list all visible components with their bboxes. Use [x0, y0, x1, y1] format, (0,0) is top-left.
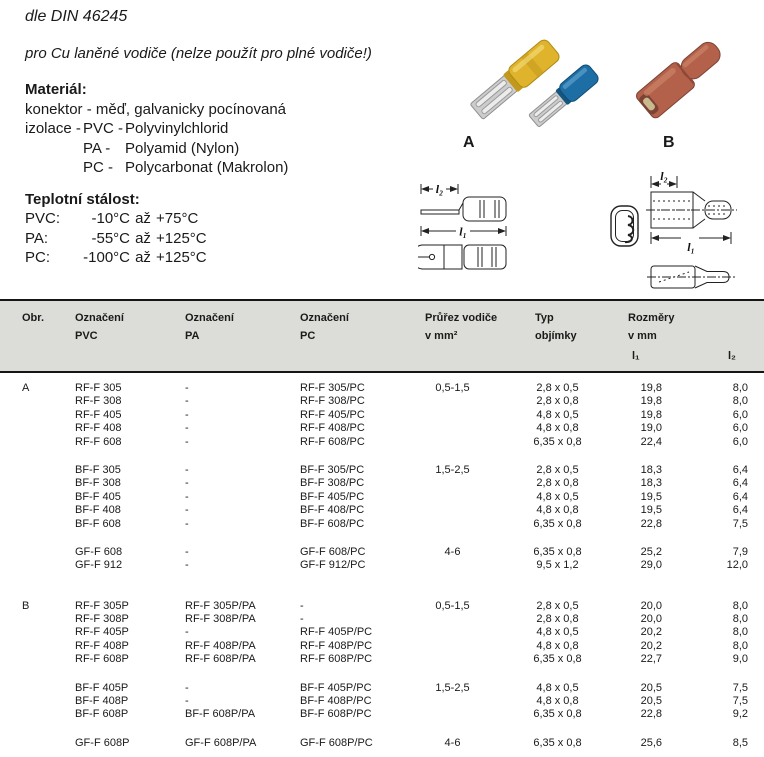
cell-cross-section: 0,5-1,5: [435, 382, 470, 394]
temp-low: -100°C: [83, 248, 130, 266]
insulation-abbr: PC -: [83, 159, 113, 176]
table-group-gap: [0, 667, 764, 682]
cell-sleeve-type: 2,8 x 0,5: [536, 599, 579, 612]
col-header-l2: l₂: [728, 350, 736, 362]
cell-dim-l2: 8,0: [732, 395, 748, 408]
table-row: [0, 626, 764, 639]
table-row: [0, 395, 764, 408]
photo-label-b: B: [663, 134, 675, 151]
cell-designation-pc: RF-F 608/PC: [300, 435, 365, 448]
cell-designation-pvc: RF-F 308P: [75, 613, 129, 626]
cell-designation-pa: -: [185, 695, 189, 708]
table-header: [0, 301, 764, 371]
cell-designation-pa: -: [185, 382, 189, 394]
usage-note: pro Cu laněné vodiče (nelze použít pro plné vodiče!): [25, 45, 372, 62]
cell-cross-section: [415, 695, 490, 708]
cell-designation-pc: BF-F 405P/PC: [300, 681, 372, 694]
cell-designation-pvc: BF-F 408: [75, 504, 121, 517]
cell-dim-l1: 29,0: [640, 559, 662, 572]
temp-label: PC:: [25, 248, 51, 266]
temp-low: -55°C: [91, 229, 130, 247]
cell-designation-pa: RF-F 408P/PA: [185, 639, 256, 652]
col-header-dim-line2: v mm: [628, 330, 657, 342]
cell-designation-pvc: BF-F 405P: [75, 681, 129, 694]
col-header-cross-line1: Průřez vodiče: [425, 312, 498, 324]
cell-sleeve-type: 4,8 x 0,8: [536, 504, 579, 517]
cell-cross-section: [415, 640, 490, 653]
cell-sleeve-type: 4,8 x 0,5: [536, 626, 579, 639]
cell-dim-l1: 19,0: [640, 422, 662, 435]
cell-designation-pvc: BF-F 405: [75, 490, 121, 503]
table-row: [0, 546, 764, 559]
table-row: [0, 409, 764, 422]
cell-designation-pa: -: [185, 559, 189, 572]
table-group-gap: [0, 531, 764, 546]
cell-sleeve-type: 4,8 x 0,8: [536, 422, 579, 435]
cell-designation-pvc: RF-F 308: [75, 395, 122, 408]
cell-obr: [0, 695, 75, 708]
cell-designation-pa: -: [185, 395, 189, 408]
din-standard-note: dle DIN 46245: [25, 8, 128, 25]
cell-designation-pa: RF-F 305P/PA: [185, 599, 256, 612]
material-connector-line: konektor - měď, galvanicky pocínovaná: [25, 100, 287, 118]
table-body: [0, 373, 764, 750]
cell-dim-l2: 7,5: [732, 517, 748, 530]
table-row: [0, 464, 764, 477]
cell-obr: [0, 737, 75, 750]
insulation-name: Polyamid (Nylon): [125, 139, 240, 157]
cell-designation-pc: -: [300, 599, 304, 612]
insulation-row: [25, 158, 288, 178]
cell-dim-l2: 9,2: [732, 708, 748, 721]
cell-obr: [0, 518, 75, 531]
cell-sleeve-type: 6,35 x 0,8: [533, 517, 582, 530]
cell-designation-pa: -: [185, 681, 189, 694]
cell-designation-pvc: BF-F 608: [75, 517, 121, 530]
cell-sleeve-type: 4,8 x 0,5: [536, 408, 579, 421]
cell-cross-section: [415, 559, 490, 572]
temp-high: +75°C: [156, 210, 199, 228]
col-header-typ-line1: Typ: [535, 312, 554, 324]
photo-label-a: A: [463, 134, 475, 151]
dimension-drawing-type-b: [603, 172, 739, 304]
cell-designation-pc: GF-F 912/PC: [300, 559, 366, 572]
cell-sleeve-type: 6,35 x 0,8: [533, 708, 582, 721]
cell-obr: [0, 491, 75, 504]
cell-designation-pa: -: [185, 408, 189, 421]
cell-obr: [0, 409, 75, 422]
col-header-pa-line1: Označení: [185, 312, 234, 324]
cell-obr: [0, 682, 75, 695]
cell-dim-l1: 25,2: [640, 545, 662, 558]
cell-designation-pc: RF-F 305/PC: [300, 382, 365, 394]
table-row: [0, 737, 764, 750]
cell-obr: [0, 464, 75, 477]
cell-dim-l2: 7,5: [732, 695, 748, 708]
temperature-heading: Teplotní stálost:: [25, 191, 140, 208]
cell-designation-pvc: RF-F 408P: [75, 639, 129, 652]
table-row: [0, 382, 764, 395]
table-row: [0, 491, 764, 504]
cell-sleeve-type: 4,8 x 0,8: [536, 695, 579, 708]
cell-dim-l2: 6,0: [732, 408, 748, 421]
temp-high: +125°C: [156, 248, 207, 266]
cell-designation-pa: -: [185, 463, 189, 476]
cell-dim-l1: 20,0: [640, 599, 662, 612]
cell-designation-pvc: BF-F 308: [75, 477, 121, 490]
cell-sleeve-type: 6,35 x 0,8: [533, 545, 582, 558]
dimension-drawing-type-a: [418, 183, 518, 277]
insulation-prefix: [25, 158, 83, 178]
insulation-prefix: [25, 139, 83, 159]
cell-dim-l2: 6,4: [732, 463, 748, 476]
cell-designation-pa: -: [185, 517, 189, 530]
cell-dim-l2: 8,0: [732, 639, 748, 652]
cell-cross-section: [415, 626, 490, 639]
cell-designation-pa: BF-F 608P/PA: [185, 708, 256, 721]
cell-dim-l1: 20,0: [640, 613, 662, 626]
temperature-row: [25, 248, 207, 267]
table-group-gap: [0, 449, 764, 464]
cell-dim-l2: 8,0: [732, 613, 748, 626]
dim-l2-label: l₂: [660, 172, 668, 183]
cell-cross-section: [415, 613, 490, 626]
cell-sleeve-type: 9,5 x 1,2: [536, 559, 579, 572]
insulation-name: Polycarbonat (Makrolon): [125, 159, 289, 176]
col-header-pa-line2: PA: [185, 330, 200, 342]
cell-dim-l1: 19,8: [640, 382, 662, 394]
cell-cross-section: [415, 504, 490, 517]
cell-dim-l2: 6,4: [732, 490, 748, 503]
table-row: [0, 695, 764, 708]
cell-obr: [0, 422, 75, 435]
cell-designation-pvc: RF-F 608P: [75, 653, 129, 666]
table-row: [0, 613, 764, 626]
cell-designation-pc: RF-F 308/PC: [300, 395, 365, 408]
cell-dim-l2: 8,0: [732, 599, 748, 612]
cell-sleeve-type: 2,8 x 0,8: [536, 395, 579, 408]
cell-dim-l1: 20,2: [640, 639, 662, 652]
cell-dim-l2: 6,4: [732, 477, 748, 490]
col-header-pvc-line2: PVC: [75, 330, 98, 342]
cell-obr: [0, 626, 75, 639]
cell-designation-pc: RF-F 608P/PC: [300, 653, 373, 666]
cell-cross-section: 0,5-1,5: [435, 599, 470, 612]
cell-obr: [0, 504, 75, 517]
cell-cross-section: [415, 518, 490, 531]
temp-low: -10°C: [91, 210, 130, 228]
cell-designation-pc: -: [300, 613, 304, 626]
cell-cross-section: [415, 436, 490, 449]
cell-designation-pc: GF-F 608P/PC: [300, 736, 373, 749]
cell-cross-section: 4-6: [444, 545, 461, 558]
insulation-row: [25, 119, 288, 139]
cell-obr: [0, 640, 75, 653]
temp-label: PA:: [25, 229, 49, 247]
cell-dim-l2: 8,0: [732, 382, 748, 394]
cell-sleeve-type: 2,8 x 0,8: [536, 477, 579, 490]
temp-label: PVC:: [25, 210, 61, 228]
col-header-obr: Obr.: [22, 312, 45, 324]
cell-dim-l1: 20,5: [640, 681, 662, 694]
table-row: [0, 600, 764, 613]
cell-designation-pc: BF-F 305/PC: [300, 463, 365, 476]
cell-sleeve-type: 2,8 x 0,5: [536, 463, 579, 476]
cell-cross-section: [415, 409, 490, 422]
cell-dim-l2: 6,4: [732, 504, 748, 517]
cell-designation-pa: -: [185, 626, 189, 639]
table-row: [0, 640, 764, 653]
photo-connector-type-b: [626, 20, 738, 132]
temp-conjunction: až: [135, 248, 151, 266]
cell-designation-pa: -: [185, 422, 189, 435]
table-group-gap: [0, 722, 764, 737]
col-header-l1: l₁: [632, 350, 640, 362]
temperature-row: [25, 229, 207, 248]
temperature-row: [25, 209, 207, 228]
cell-obr: [0, 395, 75, 408]
cell-dim-l2: 8,5: [732, 736, 748, 749]
cell-designation-pc: BF-F 308/PC: [300, 477, 365, 490]
cell-dim-l1: 22,8: [640, 517, 662, 530]
cell-designation-pa: GF-F 608P/PA: [185, 736, 257, 749]
cell-designation-pa: RF-F 308P/PA: [185, 613, 256, 626]
cell-designation-pa: -: [185, 504, 189, 517]
table-row: [0, 518, 764, 531]
table-group-gap: [0, 573, 764, 600]
dim-l1-label: l₁: [687, 240, 695, 254]
cell-designation-pvc: RF-F 405P: [75, 626, 129, 639]
dim-l1-label: l₁: [459, 224, 467, 239]
cell-designation-pa: -: [185, 477, 189, 490]
temp-conjunction: až: [135, 210, 151, 228]
cell-designation-pc: BF-F 608/PC: [300, 517, 365, 530]
cell-obr: [0, 559, 75, 572]
cell-sleeve-type: 2,8 x 0,8: [536, 613, 579, 626]
cell-cross-section: [415, 653, 490, 666]
cell-designation-pvc: RF-F 305P: [75, 599, 129, 612]
cell-obr: [0, 613, 75, 626]
temp-conjunction: až: [135, 229, 151, 247]
cell-designation-pc: BF-F 408/PC: [300, 504, 365, 517]
table-row: [0, 653, 764, 666]
insulation-name: Polyvinylchlorid: [125, 120, 229, 137]
cell-sleeve-type: 4,8 x 0,5: [536, 490, 579, 503]
cell-cross-section: 1,5-2,5: [435, 681, 470, 694]
cell-dim-l1: 18,3: [640, 463, 662, 476]
cell-obr: B: [22, 599, 30, 612]
cell-dim-l2: 7,5: [732, 681, 748, 694]
col-header-dim-line1: Rozměry: [628, 312, 675, 324]
cell-dim-l1: 22,4: [640, 435, 662, 448]
col-header-pc-line1: Označení: [300, 312, 349, 324]
cell-designation-pc: RF-F 405/PC: [300, 408, 365, 421]
cell-designation-pc: BF-F 608P/PC: [300, 708, 372, 721]
cell-designation-pvc: RF-F 608: [75, 435, 122, 448]
cell-sleeve-type: 6,35 x 0,8: [533, 736, 582, 749]
cell-obr: [0, 477, 75, 490]
cell-designation-pvc: BF-F 408P: [75, 695, 129, 708]
cell-obr: [0, 546, 75, 559]
table-row: [0, 504, 764, 517]
col-header-pvc-line1: Označení: [75, 312, 124, 324]
cell-designation-pc: RF-F 408P/PC: [300, 639, 373, 652]
cell-cross-section: [415, 477, 490, 490]
cell-dim-l1: 22,7: [640, 653, 662, 666]
cell-designation-pvc: GF-F 608: [75, 545, 123, 558]
insulation-row: [25, 139, 288, 159]
cell-designation-pa: -: [185, 490, 189, 503]
cell-sleeve-type: 4,8 x 0,5: [536, 681, 579, 694]
cell-designation-pa: -: [185, 545, 189, 558]
cell-dim-l2: 8,0: [732, 626, 748, 639]
table-row: [0, 682, 764, 695]
table-row: [0, 708, 764, 721]
cell-obr: [0, 653, 75, 666]
cell-dim-l1: 20,2: [640, 626, 662, 639]
cell-designation-pa: RF-F 608P/PA: [185, 653, 256, 666]
cell-cross-section: [415, 491, 490, 504]
cell-obr: A: [22, 382, 30, 394]
col-header-cross-line2: v mm²: [425, 330, 458, 342]
cell-designation-pvc: BF-F 305: [75, 463, 121, 476]
cell-dim-l2: 7,9: [732, 545, 748, 558]
table-row: [0, 436, 764, 449]
cell-dim-l2: 9,0: [732, 653, 748, 666]
cell-designation-pvc: GF-F 608P: [75, 736, 130, 749]
cell-sleeve-type: 2,8 x 0,5: [536, 382, 579, 394]
temperature-section: [25, 190, 207, 267]
cell-cross-section: 4-6: [444, 736, 461, 749]
cell-designation-pc: GF-F 608/PC: [300, 545, 366, 558]
photo-connectors-type-a: [452, 20, 617, 140]
insulation-abbr: PVC -: [83, 120, 124, 137]
cell-designation-pc: BF-F 405/PC: [300, 490, 365, 503]
cell-dim-l2: 6,0: [732, 422, 748, 435]
cell-dim-l1: 22,8: [640, 708, 662, 721]
table-row: [0, 422, 764, 435]
material-section: [25, 80, 288, 178]
cell-sleeve-type: 6,35 x 0,8: [533, 653, 582, 666]
cell-cross-section: [415, 422, 490, 435]
cell-dim-l1: 19,5: [640, 504, 662, 517]
cell-designation-pa: -: [185, 435, 189, 448]
cell-dim-l1: 20,5: [640, 695, 662, 708]
cell-dim-l2: 12,0: [726, 559, 748, 572]
cell-obr: [0, 436, 75, 449]
cell-dim-l1: 19,5: [640, 490, 662, 503]
cell-cross-section: [415, 708, 490, 721]
temp-high: +125°C: [156, 229, 207, 247]
cell-cross-section: [415, 395, 490, 408]
cell-dim-l2: 6,0: [732, 435, 748, 448]
insulation-prefix: izolace -: [25, 120, 81, 137]
cell-designation-pvc: BF-F 608P: [75, 708, 129, 721]
insulation-abbr: PA -: [83, 139, 111, 157]
cell-dim-l1: 25,6: [640, 736, 662, 749]
cell-dim-l1: 18,3: [640, 477, 662, 490]
cell-designation-pc: BF-F 408P/PC: [300, 695, 372, 708]
material-heading: Materiál:: [25, 81, 87, 98]
cell-designation-pvc: RF-F 408: [75, 422, 122, 435]
cell-dim-l1: 19,8: [640, 395, 662, 408]
cell-designation-pvc: RF-F 305: [75, 382, 122, 394]
table-row: [0, 477, 764, 490]
cell-designation-pvc: RF-F 405: [75, 408, 122, 421]
dim-l2-label: l₂: [435, 183, 444, 196]
cell-dim-l1: 19,8: [640, 408, 662, 421]
cell-obr: [0, 708, 75, 721]
cell-sleeve-type: 4,8 x 0,8: [536, 639, 579, 652]
cell-sleeve-type: 6,35 x 0,8: [533, 435, 582, 448]
cell-designation-pvc: GF-F 912: [75, 559, 123, 572]
table-row: [0, 559, 764, 572]
col-header-pc-line2: PC: [300, 330, 316, 342]
cell-designation-pc: RF-F 408/PC: [300, 422, 365, 435]
cell-designation-pc: RF-F 405P/PC: [300, 626, 373, 639]
col-header-typ-line2: objímky: [535, 330, 577, 342]
cell-cross-section: 1,5-2,5: [435, 463, 470, 476]
